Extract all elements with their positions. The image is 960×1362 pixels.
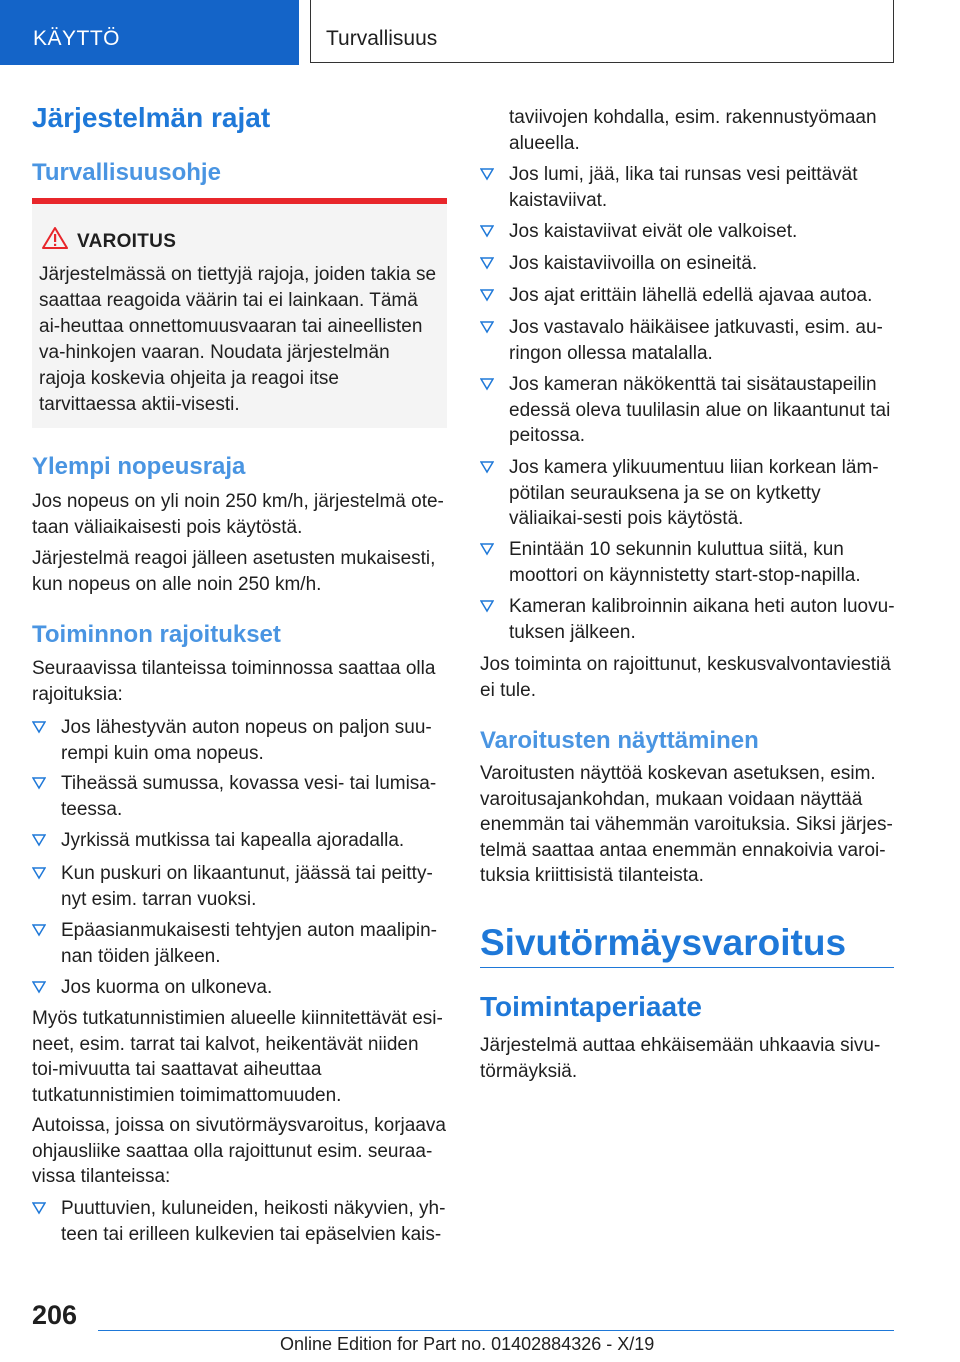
triangle-bullet-icon — [480, 542, 494, 556]
triangle-bullet-icon — [480, 320, 494, 334]
section-label: KÄYTTÖ — [33, 27, 121, 50]
heading-function-limits: Toiminnon rajoitukset — [32, 621, 281, 648]
limits-intro: Seuraavissa tilanteissa toiminnossa saattaa olla rajoituksia: — [32, 658, 436, 705]
display-paragraph: Varoitusten näyttöä koskevan asetuksen, esim. varoitusajankohdan, mukaan voidaan näyttää enemmän tai vähemmän varoituksia. Siksi järjes-telmä saattaa antaa enemmän ennakoivia varoi-tuksia kriittisistä tilanteista. — [480, 763, 893, 886]
heading-operating-principle: Toimintaperiaate — [480, 991, 702, 1022]
warning-text: Järjestelmässä on tiettyjä rajoja, joiden takia se saattaa reagoida väärin tai ei lainkaan. Tämä ai-heuttaa onnettomuusvaaran tai aineellisten va-hinkojen vaaran. Noudata järjestelmän rajoja koskevia ohjeita ja reagoi itse tarvittaessa aktii-visesti. — [39, 264, 437, 415]
list-item-text: Tiheässä sumussa, kovassa vesi- tai lumisa-teessa. — [61, 773, 437, 820]
triangle-bullet-icon — [32, 776, 46, 790]
triangle-bullet-icon — [480, 599, 494, 613]
heading-underline — [480, 967, 894, 968]
triangle-bullet-icon — [32, 720, 46, 734]
page-number: 206 — [32, 1300, 78, 1330]
list-item-text: Jos lähestyvän auton nopeus on paljon suu-rempi kuin oma nopeus. — [61, 717, 432, 764]
list-item-text: Jos kaistaviivat eivät ole valkoiset. — [509, 221, 798, 242]
list-item-text: Jos kuorma on ulkoneva. — [61, 977, 273, 998]
chapter-tab — [310, 0, 894, 63]
list-item-text: Enintään 10 sekunnin kuluttua siitä, kun moottori on käynnistetty start-stop-napilla. — [509, 539, 861, 586]
list-item-text: Kameran kalibroinnin aikana heti auton luovu-tuksen jälkeen. — [509, 596, 895, 643]
list-item-text: Puuttuvien, kuluneiden, heikosti näkyvien, yh-teen tai erilleen kulkevien tai epäselvien kais- — [61, 1198, 446, 1245]
list-item-text: Jos kaistaviivoilla on esineitä. — [509, 253, 758, 274]
footer-rule — [98, 1330, 894, 1331]
heading-side-collision-warning: Sivutörmäysvaroitus — [480, 922, 847, 963]
footer-edition: Online Edition for Part no. 01402884326 - X/19 — [280, 1334, 655, 1354]
warning-triangle-icon — [42, 226, 68, 250]
heading-safety-note: Turvallisuusohje — [32, 159, 221, 186]
heading-system-limits: Järjestelmän rajat — [32, 102, 271, 133]
list-item-text: Kun puskuri on likaantunut, jäässä tai peitty-nyt esim. tarran vuoksi. — [61, 863, 433, 910]
triangle-bullet-icon — [32, 1201, 46, 1215]
principle-paragraph: Järjestelmä auttaa ehkäisemään uhkaavia sivu-törmäyksiä. — [480, 1035, 881, 1082]
sensor-paragraph: Myös tutkatunnistimien alueelle kiinnitettävät esi-neet, esim. tarrat tai kalvot, heikentävät niiden toi-mivuutta tai saattavat aiheuttaa tutkatunnistimien toimimattomuuden. — [32, 1008, 443, 1106]
list-item-text: Epäasianmukaisesti tehtyjen auton maalipin-nan töiden jälkeen. — [61, 920, 437, 967]
list-item-text: Jos ajat erittäin lähellä edellä ajavaa autoa. — [509, 285, 873, 306]
section-tab — [0, 0, 299, 65]
list-item-text: Jos vastavalo häikäisee jatkuvasti, esim. au-ringon ollessa matalalla. — [509, 317, 883, 364]
triangle-bullet-icon — [480, 256, 494, 270]
continued-list-text: taviivojen kohdalla, esim. rakennustyömaan alueella. — [509, 107, 877, 154]
restriction-paragraph: Jos toiminta on rajoittunut, keskusvalvontaviestiä ei tule. — [480, 654, 891, 701]
triangle-bullet-icon — [480, 377, 494, 391]
heading-upper-speed-limit: Ylempi nopeusraja — [32, 453, 246, 480]
chapter-label: Turvallisuus — [326, 27, 438, 50]
list-item-text: Jos kameran näkökenttä tai sisätaustapeilin edessä oleva tuulilasin alue on likaantunut tai peitossa. — [509, 374, 891, 446]
cars-paragraph: Autoissa, joissa on sivutörmäysvaroitus, korjaava ohjausliike saattaa olla rajoittunut esim. seuraa-vissa tilanteissa: — [32, 1115, 446, 1187]
triangle-bullet-icon — [480, 460, 494, 474]
warning-title: VAROITUS — [77, 231, 177, 252]
triangle-bullet-icon — [480, 224, 494, 238]
triangle-bullet-icon — [32, 833, 46, 847]
triangle-bullet-icon — [32, 923, 46, 937]
warning-box — [32, 198, 447, 428]
speed-paragraph-2: Järjestelmä reagoi jälleen asetusten mukaisesti, kun nopeus on alle noin 250 km/h. — [32, 548, 436, 595]
triangle-bullet-icon — [480, 288, 494, 302]
list-item-text: Jyrkissä mutkissa tai kapealla ajoradalla. — [61, 830, 405, 851]
list-item-text: Jos kamera ylikuumentuu liian korkean läm-pötilan seurauksena ja se on kytketty väliaikai-sesti pois käytöstä. — [509, 457, 879, 529]
triangle-bullet-icon — [32, 980, 46, 994]
heading-warning-display: Varoitusten näyttäminen — [480, 727, 759, 754]
list-item-text: Jos lumi, jää, lika tai runsas vesi peittävät kaistaviivat. — [509, 164, 858, 211]
triangle-bullet-icon — [480, 167, 494, 181]
triangle-bullet-icon — [32, 866, 46, 880]
speed-paragraph-1: Jos nopeus on yli noin 250 km/h, järjestelmä ote-taan väliaikaisesti pois käytöstä. — [32, 491, 444, 538]
